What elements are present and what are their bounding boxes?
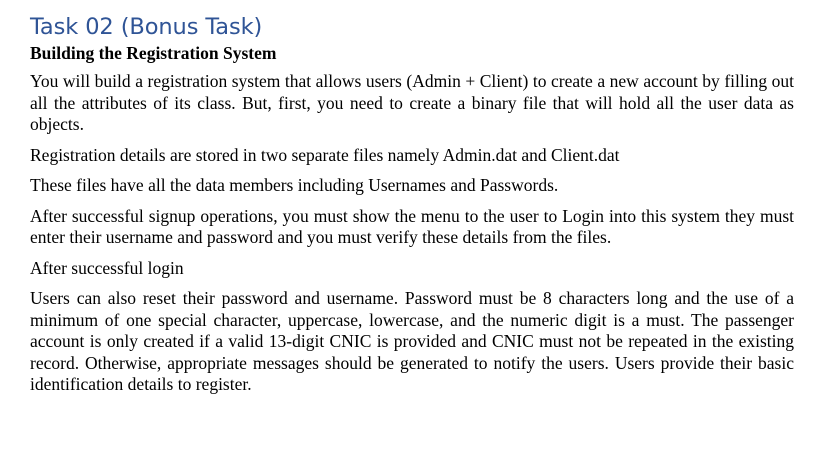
paragraph-login: After successful signup operations, you must show the menu to the user to Login into this system they must enter their username and password and you must verify these details from the files. (30, 205, 794, 247)
task-subtitle: Building the Registration System (30, 43, 277, 63)
document-page (30, 12, 794, 405)
paragraph-reset-rules: Users can also reset their password and username. Password must be 8 characters long and the use of a minimum of one special character, uppercase, lowercase, and the numeric digit is a must. The passenger account is only created if a valid 13-digit CNIC is provided and CNIC must not be repeated in the existing record. Otherwise, appropriate messages should be generated to notify the users. Users provide their basic identification details to register. (30, 288, 794, 394)
paragraph-data-members: These files have all the data members including Usernames and Passwords. (30, 175, 559, 195)
paragraph-intro: You will build a registration system that allows users (Admin + Client) to create a new account by filling out all the attributes of its class. But, first, you need to create a binary file that will hold all the user data as objects. (30, 71, 794, 134)
paragraph-files: Registration details are stored in two separate files namely Admin.dat and Client.dat (30, 144, 620, 165)
task-title: Task 02 (Bonus Task) (30, 14, 263, 40)
paragraph-after-login: After successful login (30, 257, 184, 278)
